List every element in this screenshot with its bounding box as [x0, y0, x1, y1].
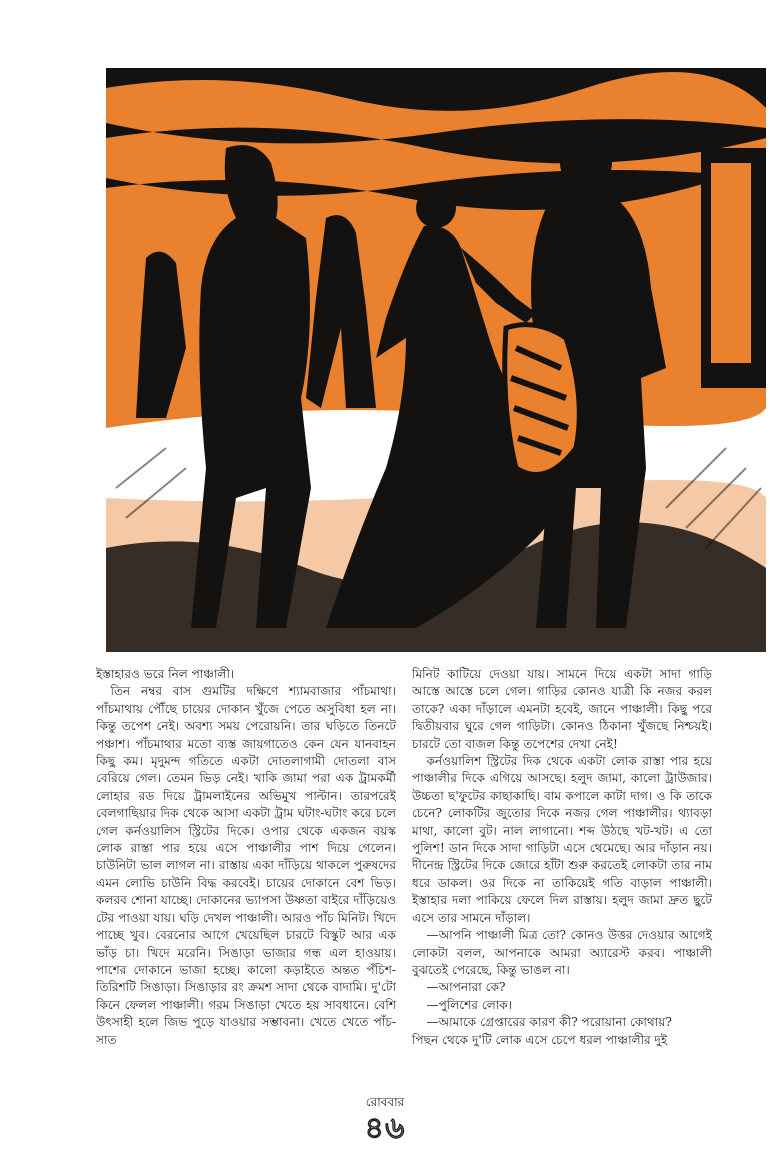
text-column-left [96, 666, 396, 1049]
page-number: ৪৬ [364, 1111, 406, 1146]
paragraph: ইস্তাহারও ভরে নিল পাঞ্চালী। [96, 667, 235, 681]
story-illustration [106, 68, 766, 652]
dialogue-line: —আপনি পাঞ্চালী মিত্র তো? কোনও উত্তর দেওয়ার আগেই লোকটা বলল, আপনাকে আমরা অ্যারেস্ট করব। পাঞ্চালী বুঝতেই পেরেছে, কিন্তু ভাঙল না। [412, 928, 712, 977]
paragraph: তিন নম্বর বাস গুমটির দক্ষিণে শ্যামবাজার পাঁচমাথা। পাঁচমাথায় পৌঁছে চায়ের দোকান খুঁজে পেতে অসুবিধা হল না। কিন্তু তপেশ নেই। অবশ্য সময় পেরোয়নি। তার ঘড়িতে তিনটে পঞ্চাশ। পাঁচমাথার মতো ব্যস্ত জায়গাতেও কেন যেন যানবাহন কিছু কম। মৃদুমন্দ গতিতে একটা দোতলাগামী দোতলা বাস বেরিয়ে গেল। তেমন ভিড় নেই। খাকি জামা পরা এক ট্রামকর্মী লোহার রড দিয়ে ট্রামলাইনের অভিমুখ পাল্টান। তারপরেই বেলগাছিয়ার দিক থেকে আসা একটা ট্রাম ঘটাং-ঘটাং করে চলে গেল কর্নওয়ালিস স্ট্রিটের দিকে। ওপার থেকে একজন বয়স্ক লোক রাস্তা পার হয়ে এসে পাঞ্চালীর পাশ দিয়ে গেলেন। চাউনিটা ভাল লাগল না। রাস্তায় একা দাঁড়িয়ে থাকলে পুরুষদের এমন লোভি চাউনি বিদ্ধ করবেই। চায়ের দোকানে বেশ ভিড়। কলরব শোনা যাচ্ছে। দোকানের ভ্যাপসা উষ্ণতা বাইরে দাঁড়িয়েও টের পাওয়া যায়। ঘড়ি দেখল পাঞ্চালী। আরও পাঁচ মিনিট। খিদে পাচ্ছে খুব। বেরনোর আগে খেয়েছিল চারটে বিস্কুট আর এক ভাঁড় চা। খিদে মরেনি। সিঙাড়া ভাজার গন্ধ এল হাওয়ায়। পাশের দোকানে ভাজা হচ্ছে। কালো কড়াইতে অন্তত পঁচিশ-তিরিশটি সিঙাড়া। সিঙাড়ার রং ক্রমশ সাদা থেকে বাদামি। দু'টো কিনে ফেলল পাঞ্চালী। গরম সিঙাড়া খেতে হয় সাবধানে। বেশি উৎসাহী হলে জিভ পুড়ে যাওয়ার সম্ভাবনা। খেতে খেতে পাঁচ-সাত [96, 684, 396, 1047]
magazine-name: রোববার [365, 1095, 405, 1109]
dialogue-line: —আমাকে গ্রেপ্তারের কারণ কী? পরোয়ানা কোথায়? [426, 1015, 672, 1030]
dialogue-line: —পুলিশের লোক। [426, 997, 513, 1012]
paragraph: পিছন থেকে দু'টি লোক এসে চেপে ধরল পাঞ্চালীর দুই [412, 1032, 668, 1047]
paragraph: মিনিট কাটিয়ে দেওয়া যায়। সামনে দিয়ে একটা সাদা গাড়ি আস্তে আস্তে চলে গেল। গাড়ির কোনও যাত্রী কি নজর করল তাকে? একা দাঁড়ালে এমনটা হবেই, জানে পাঞ্চালী। কিছু পরে দ্বিতীয়বার ঘুরে গেল গাড়িটা। কোনও ঠিকানা খুঁজছে নিশ্চয়ই। চারটে তো বাজল কিন্তু তপেশের দেখা নেই! [412, 667, 712, 751]
dialogue-line: —আপনারা কে? [426, 980, 506, 995]
paragraph: কর্নওয়ালিশ স্ট্রিটের দিক থেকে একটা লোক রাস্তা পার হয়ে পাঞ্চালীর দিকে এগিয়ে আসছে। হলুদ জামা, কালো ট্রাউজার। উচ্চতা ছ'ফুটের কাছাকাছি। বাম কপালে কাটা দাগ। ও কি তাকে চেনে? লোকটির জুতোর দিকে নজর গেল পাঞ্চালীর। থ্যাবড়া মাথা, কালো বুট। নাল লাগানো। শব্দ উঠছে খট-খট। এ তো পুলিশ! ডান দিকে সাদা গাড়িটা এসে থেমেছে। আর দাঁড়ান নয়। দীনেন্দ্র স্ট্রিটের দিকে জোরে হাঁটা শুরু করতেই লোকটা তার নাম ধরে ডাকল। ওর দিকে না তাকিয়েই গতি বাড়াল পাঞ্চালী। ইস্তাহার দলা পাকিয়ে ফেলে দিল রাস্তায়। হলুদ জামা দ্রুত ছুটে এসে তার সামনে দাঁড়াল। [412, 754, 712, 925]
woodcut-artwork [106, 68, 766, 652]
text-column-right [412, 666, 712, 1049]
